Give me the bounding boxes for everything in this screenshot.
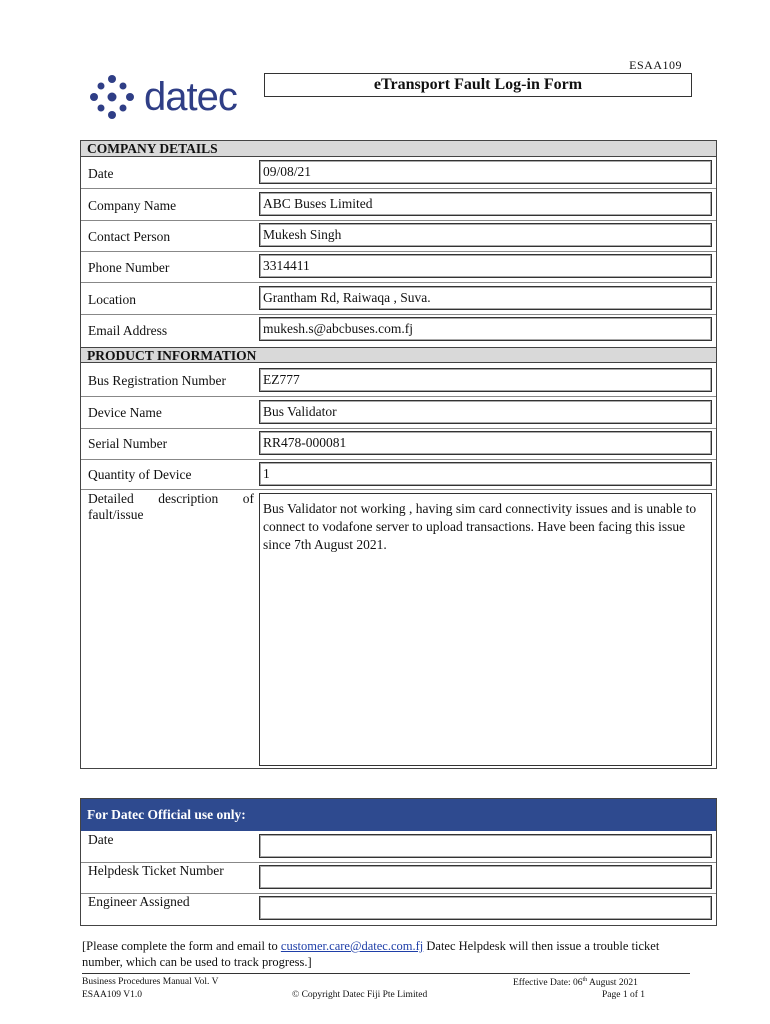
footer-version: ESAA109 V1.0 bbox=[82, 990, 142, 1000]
datec-logo-icon bbox=[88, 74, 136, 120]
location-label: Location bbox=[88, 292, 136, 307]
row-divider bbox=[81, 251, 716, 252]
company-details-heading: COMPANY DETAILS bbox=[81, 141, 716, 157]
email-address-field[interactable]: mukesh.s@abcbuses.com.fj bbox=[259, 317, 712, 341]
location-field[interactable]: Grantham Rd, Raiwaqa , Suva. bbox=[259, 286, 712, 310]
company-name-label: Company Name bbox=[88, 198, 177, 213]
row-divider bbox=[81, 314, 716, 315]
row-divider bbox=[81, 282, 716, 283]
email-address-label: Email Address bbox=[88, 323, 168, 338]
effective-sup: th bbox=[582, 977, 588, 983]
contact-person-field[interactable]: Mukesh Singh bbox=[259, 223, 712, 247]
description-label-line2: fault/issue bbox=[88, 507, 144, 522]
official-date-field[interactable] bbox=[259, 834, 712, 858]
effective-suffix: August 2021 bbox=[587, 978, 638, 989]
footer-manual: Business Procedures Manual Vol. V bbox=[82, 977, 219, 987]
engineer-assigned-label: Engineer Assigned bbox=[88, 894, 190, 909]
datec-logo bbox=[88, 72, 237, 122]
note-prefix: [Please complete the form and email to bbox=[82, 939, 281, 953]
fault-form bbox=[80, 140, 717, 769]
row-divider bbox=[81, 396, 716, 397]
footer-divider bbox=[82, 973, 690, 974]
customer-care-email-link[interactable]: customer.care@datec.com.fj bbox=[280, 939, 424, 953]
footer-page-number: Page 1 of 1 bbox=[602, 990, 646, 1000]
description-field[interactable]: Bus Validator not working , having sim card connectivity issues and is unable to connect to vodafone server to upload transactions. Have been facing this issue since 7th August 2021. bbox=[259, 493, 712, 766]
serial-number-label: Serial Number bbox=[88, 436, 168, 451]
date-field[interactable]: 09/08/21 bbox=[259, 160, 712, 184]
product-information-heading: PRODUCT INFORMATION bbox=[81, 347, 716, 363]
phone-number-field[interactable]: 3314411 bbox=[259, 254, 712, 278]
serial-number-field[interactable]: RR478-000081 bbox=[259, 431, 712, 455]
engineer-assigned-field[interactable] bbox=[259, 896, 712, 920]
effective-prefix: Effective Date: 06 bbox=[513, 978, 583, 989]
helpdesk-ticket-field[interactable] bbox=[259, 865, 712, 889]
quantity-field[interactable]: 1 bbox=[259, 462, 712, 486]
row-divider bbox=[81, 188, 716, 189]
quantity-label: Quantity of Device bbox=[88, 467, 192, 482]
footer-effective-date bbox=[513, 977, 638, 988]
row-divider bbox=[81, 459, 716, 460]
company-name-field[interactable]: ABC Buses Limited bbox=[259, 192, 712, 216]
form-title: eTransport Fault Log-in Form bbox=[264, 73, 692, 97]
bus-registration-field[interactable]: EZ777 bbox=[259, 368, 712, 392]
instructions-note bbox=[82, 938, 692, 970]
device-name-label: Device Name bbox=[88, 405, 162, 420]
official-date-label: Date bbox=[88, 832, 114, 847]
phone-number-label: Phone Number bbox=[88, 260, 170, 275]
footer-copyright: © Copyright Datec Fiji Pte Limited bbox=[292, 990, 428, 1000]
date-label: Date bbox=[88, 166, 114, 181]
row-divider bbox=[81, 489, 716, 490]
row-divider bbox=[81, 220, 716, 221]
form-code: ESAA109 bbox=[629, 58, 682, 72]
description-label-line1: Detailed description of bbox=[88, 491, 254, 506]
bus-registration-label: Bus Registration Number bbox=[88, 373, 226, 388]
description-label bbox=[88, 491, 254, 523]
official-use-heading: For Datec Official use only: bbox=[81, 799, 716, 831]
note-suffix: Datec Helpdesk will then issue a trouble ticket number, which can be used to track progress.] bbox=[82, 939, 660, 969]
row-divider bbox=[81, 428, 716, 429]
logo-wordmark: datec bbox=[144, 74, 237, 119]
helpdesk-ticket-label: Helpdesk Ticket Number bbox=[88, 863, 224, 878]
contact-person-label: Contact Person bbox=[88, 229, 171, 244]
official-use-section bbox=[80, 798, 717, 926]
device-name-field[interactable]: Bus Validator bbox=[259, 400, 712, 424]
